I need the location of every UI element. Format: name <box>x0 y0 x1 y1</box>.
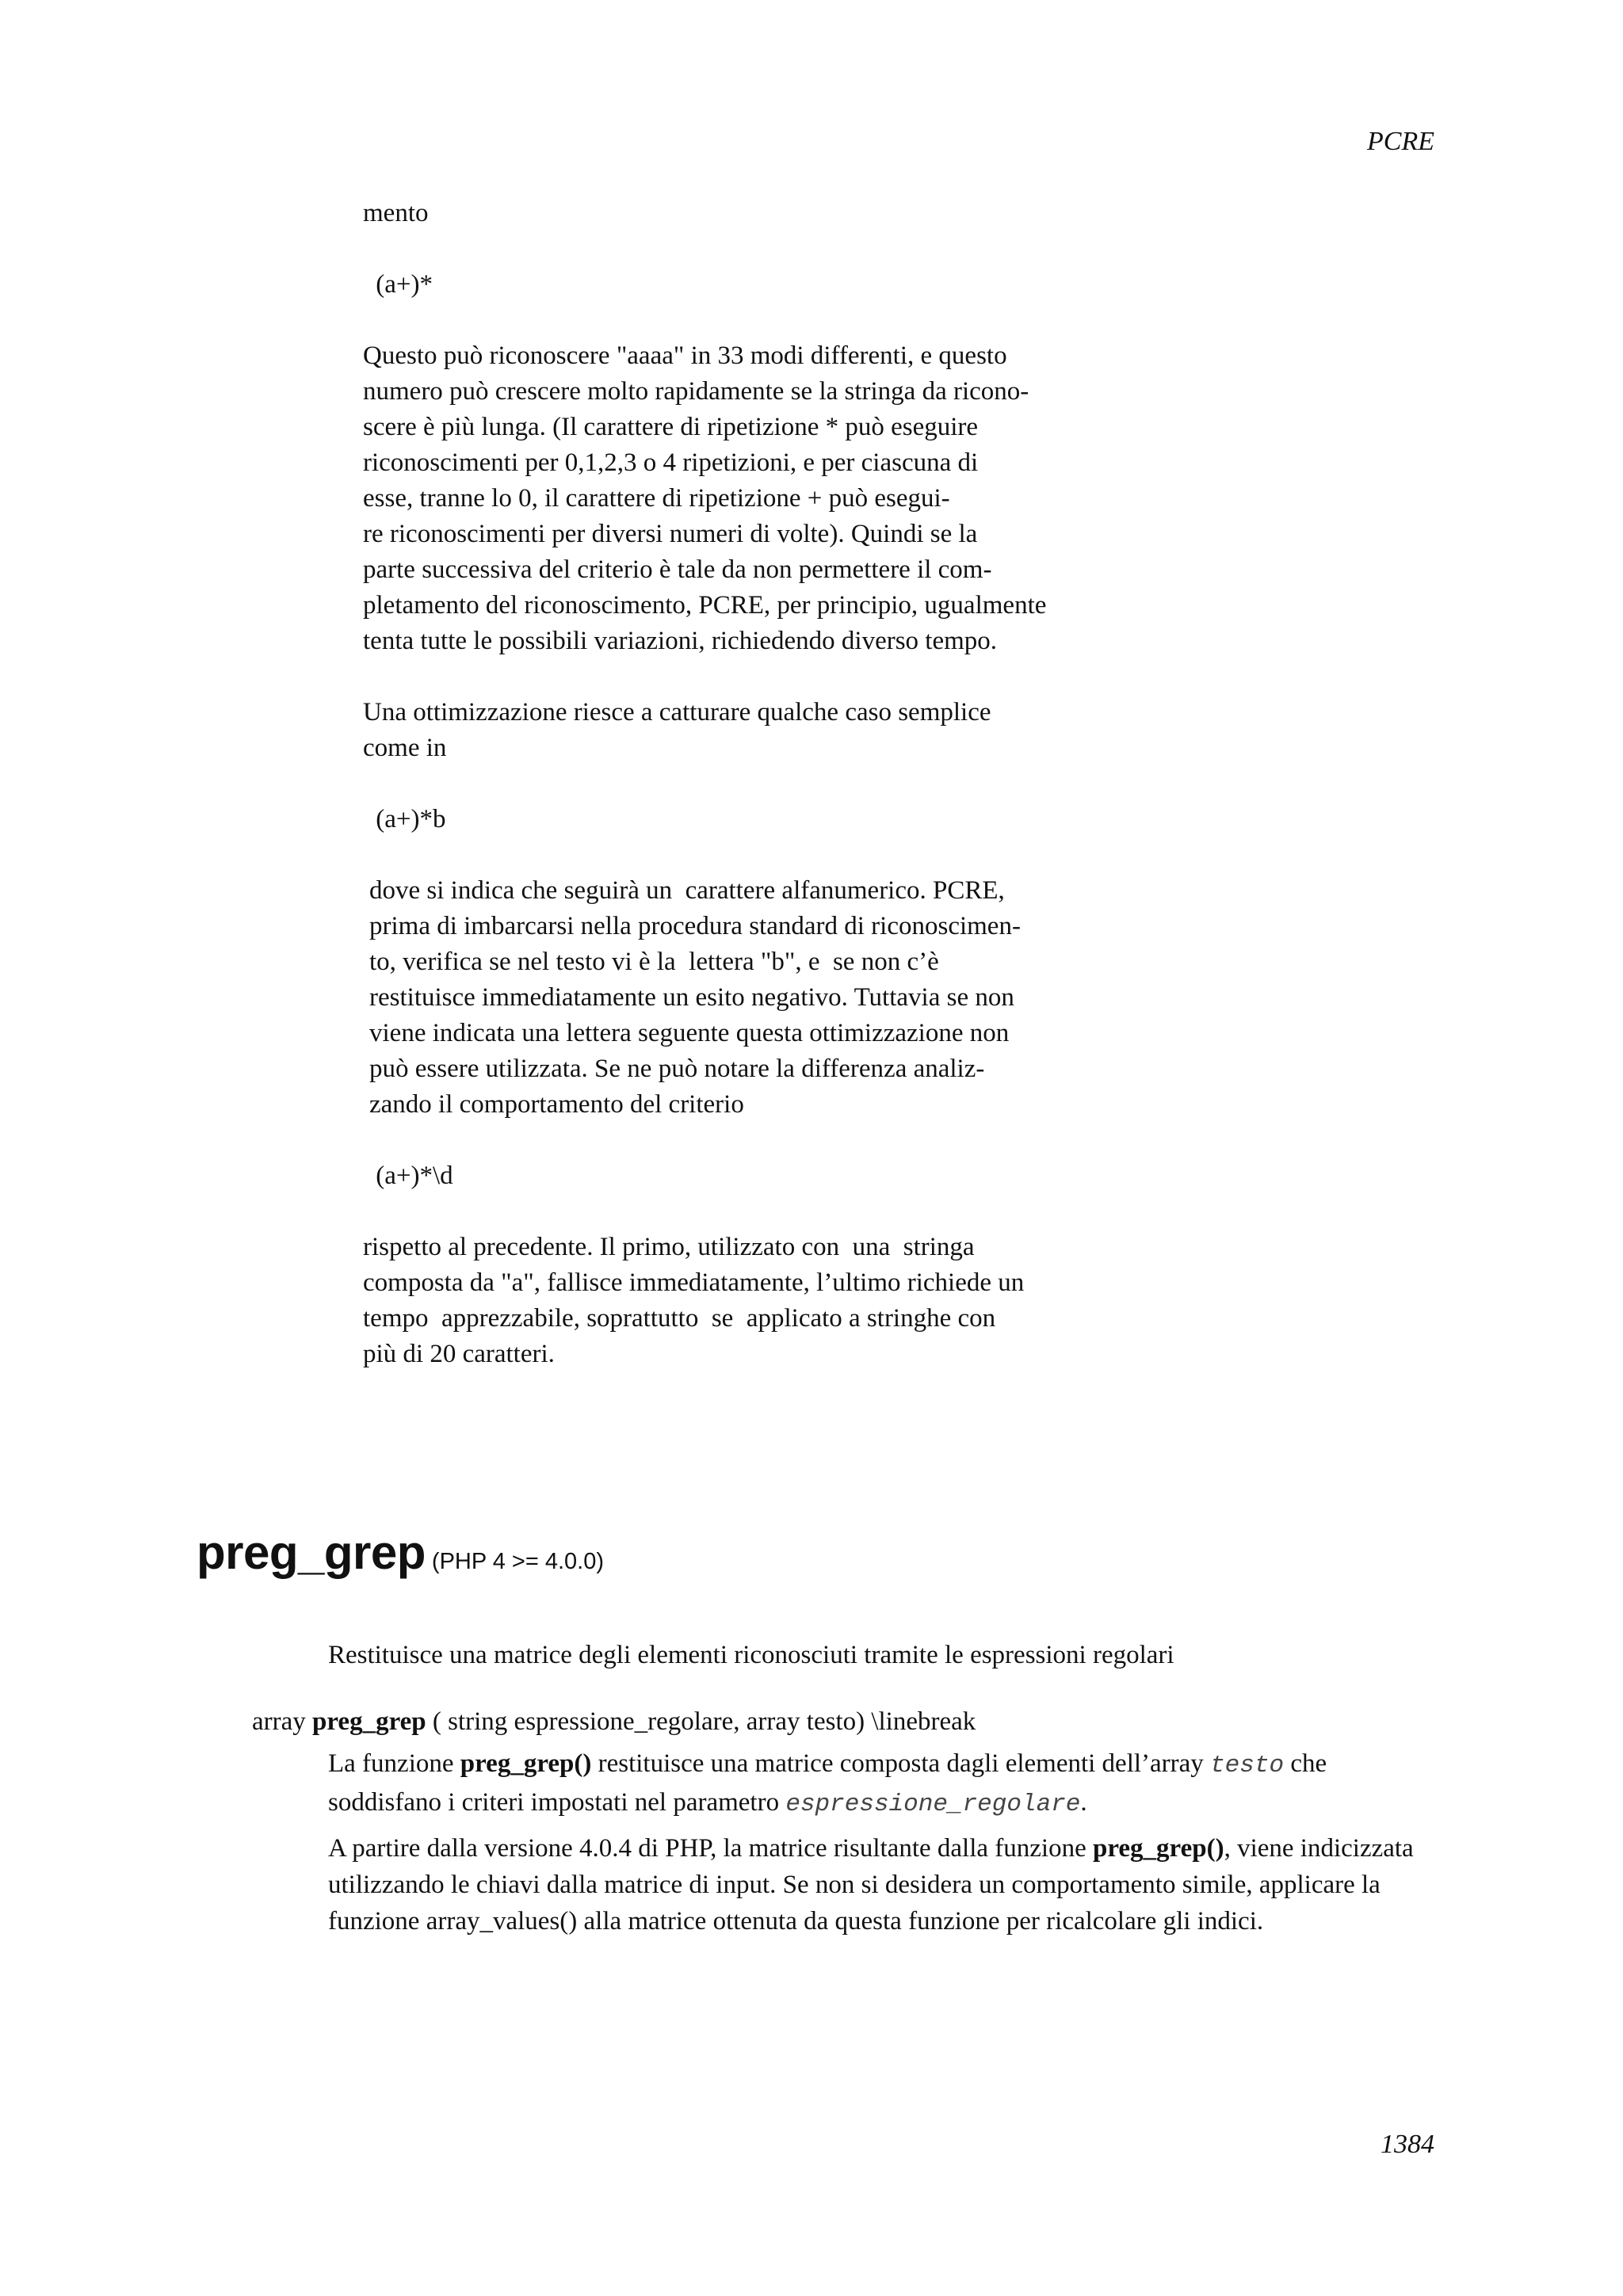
text-line: composta da "a", fallisce immediatamente, l’ultimo richiede un <box>363 1268 1025 1297</box>
synopsis-params: ( string espressione_regolare, array testo) \linebreak <box>432 1707 976 1736</box>
text-line: numero può crescere molto rapidamente se la stringa da ricono- <box>363 377 1029 406</box>
function-synopsis <box>252 1703 1441 1740</box>
text-line: Questo può riconoscere "aaaa" in 33 modi differenti, e questo <box>363 341 1007 370</box>
para-text: , viene indicizzata utilizzando le chiavi dalla matrice di input. Se non si desidera un comportamento simile, applicare la funzione array_values() alla matrice ottenuta da questa funzione per ricalcolare gli indici. <box>328 1834 1414 1936</box>
code-example: (a+)* <box>369 270 433 299</box>
code-example: (a+)*b <box>369 805 446 833</box>
para-text: La funzione <box>328 1749 460 1778</box>
description-paragraph <box>328 1745 1438 1823</box>
version-note: (PHP 4 >= 4.0.0) <box>431 1549 605 1574</box>
text-line: più di 20 caratteri. <box>363 1340 555 1368</box>
section-heading <box>197 1525 604 1580</box>
text-line: restituisce immediatamente un esito negativo. Tuttavia se non <box>369 983 1014 1012</box>
text-line: tenta tutte le possibili variazioni, richiedendo diverso tempo. <box>363 627 998 655</box>
text-line: dove si indica che seguirà un carattere alfanumerico. PCRE, <box>369 876 1005 905</box>
synopsis-function-name: preg_grep <box>312 1707 426 1736</box>
para-text: A partire dalla versione 4.0.4 di PHP, la matrice risultante dalla funzione <box>328 1834 1093 1863</box>
description-paragraph <box>328 1830 1438 1939</box>
parameter-reference: espressione_regolare <box>785 1791 1081 1818</box>
text-line: to, verifica se nel testo vi è la lettera "b", e se non c’è <box>369 948 939 976</box>
text-line: viene indicata una lettera seguente questa ottimizzazione non <box>369 1019 1010 1047</box>
text-line: parte successiva del criterio è tale da non permettere il com- <box>363 555 992 584</box>
para-text: restituisce una matrice composta dagli elementi dell’array <box>591 1749 1211 1778</box>
text-line: può essere utilizzata. Se ne può notare la differenza analiz- <box>369 1055 985 1083</box>
page-number: 1384 <box>1381 2130 1434 2159</box>
text-line: mento <box>363 199 429 227</box>
function-reference: preg_grep() <box>1092 1834 1224 1863</box>
code-example: (a+)*\d <box>369 1161 453 1190</box>
function-summary: Restituisce una matrice degli elementi riconosciuti tramite le espressioni regolari <box>328 1641 1174 1669</box>
text-line: prima di imbarcarsi nella procedura standard di riconoscimen- <box>369 912 1021 940</box>
function-reference: preg_grep() <box>460 1749 592 1778</box>
text-line: rispetto al precedente. Il primo, utilizzato con una stringa <box>363 1233 975 1261</box>
text-line: pletamento del riconoscimento, PCRE, per principio, ugualmente <box>363 591 1047 620</box>
text-line: riconoscimenti per 0,1,2,3 o 4 ripetizioni, e per ciascuna di <box>363 448 979 477</box>
text-line: Una ottimizzazione riesce a catturare qualche caso semplice <box>363 698 991 727</box>
text-line: zando il comportamento del criterio <box>369 1090 744 1119</box>
text-line: come in <box>363 734 447 762</box>
text-line: esse, tranne lo 0, il carattere di ripetizione + può esegui- <box>363 484 950 513</box>
text-line: re riconoscimenti per diversi numeri di volte). Quindi se la <box>363 520 978 548</box>
function-name: preg_grep <box>197 1526 426 1579</box>
return-type: array <box>252 1707 306 1736</box>
text-line: tempo apprezzabile, soprattutto se applicato a stringhe con <box>363 1304 996 1333</box>
para-text: che soddisfano i criteri impostati nel parametro <box>328 1749 1327 1817</box>
text-line: scere è più lunga. (Il carattere di ripetizione * può eseguire <box>363 413 979 441</box>
running-head: PCRE <box>1367 127 1434 156</box>
parameter-reference: testo <box>1210 1752 1285 1779</box>
para-text: . <box>1080 1788 1087 1817</box>
